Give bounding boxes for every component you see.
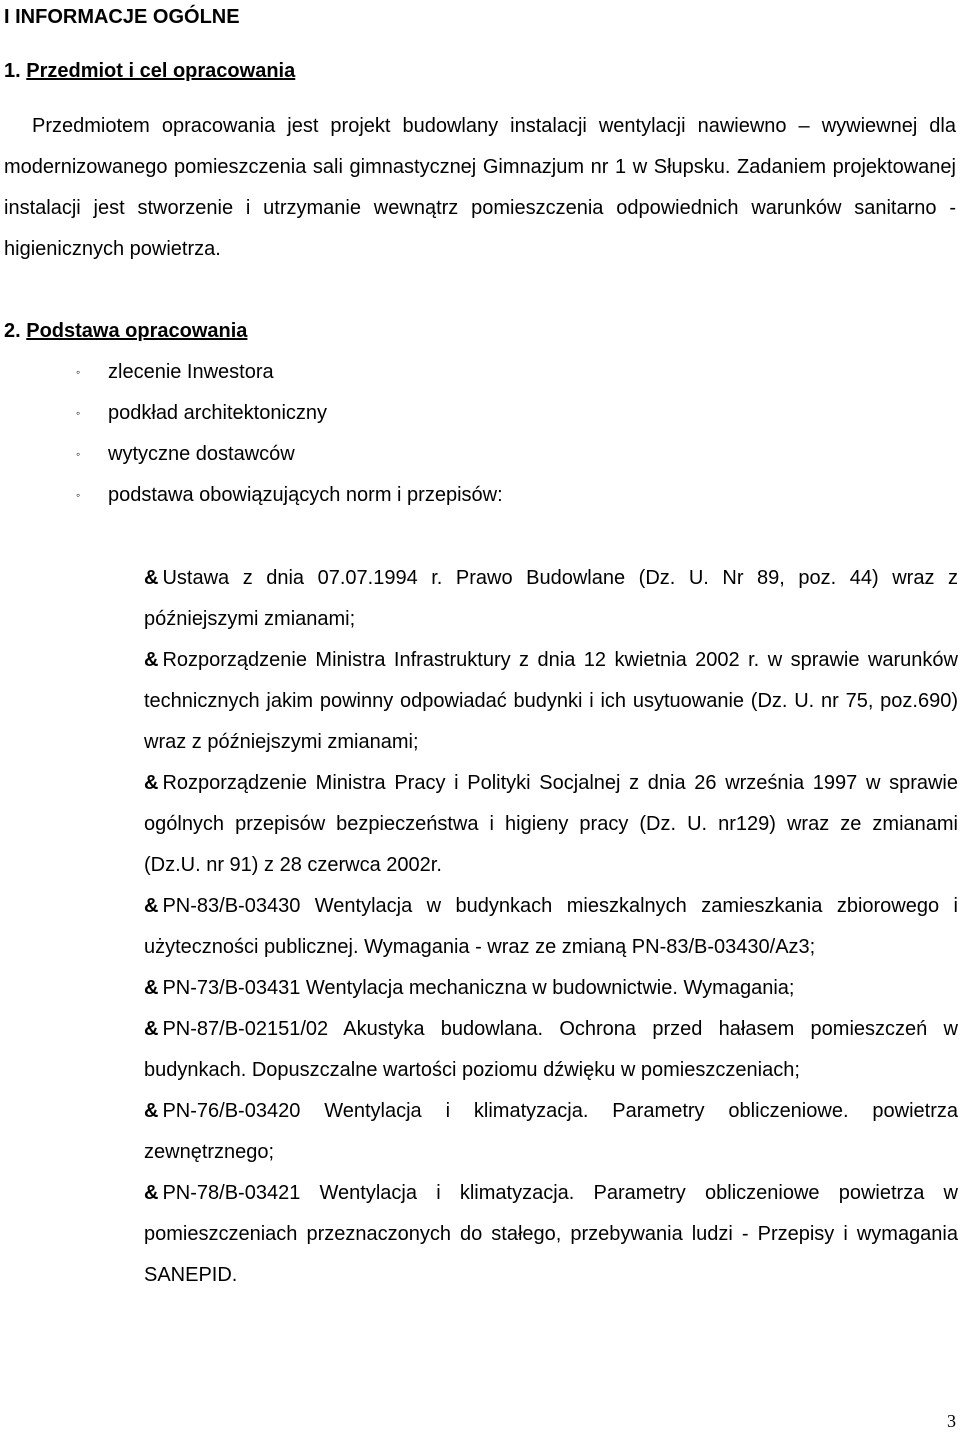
regulation-text: PN-83/B-03430 Wentylacja w budynkach mieszkalnych zamieszkania zbiorowego i użyteczności publicznej. Wymagania - wraz ze zmianą PN-83/B-03430/Az3;: [144, 895, 958, 958]
regulation-item: [144, 886, 958, 968]
section-2-number: 2.: [4, 320, 21, 342]
bullet-icon: ◦: [76, 488, 81, 502]
main-heading: I INFORMACJE OGÓLNE: [4, 6, 240, 28]
list-item: [0, 352, 700, 393]
list-item: [0, 434, 700, 475]
regulation-text: Rozporządzenie Ministra Infrastruktury z dnia 12 kwietnia 2002 r. w sprawie warunków technicznych jakim powinny odpowiadać budynki i ich usytuowanie (Dz. U. nr 75, poz.690) wraz z późniejszymi zmianami;: [144, 649, 958, 753]
section-2-title: Podstawa opracowania: [26, 320, 248, 342]
section-1-heading: [4, 58, 295, 84]
section-1-number: 1.: [4, 60, 21, 82]
ampersand-bullet-icon: &: [144, 772, 159, 794]
bullet-label: zlecenie Inwestora: [108, 361, 274, 383]
regulations-list: [144, 558, 958, 1296]
bullet-label: podkład architektoniczny: [108, 402, 328, 424]
ampersand-bullet-icon: &: [144, 1018, 159, 1040]
ampersand-bullet-icon: &: [144, 977, 159, 999]
regulation-item: [144, 1173, 958, 1296]
regulation-item: [144, 640, 958, 763]
regulation-item: [144, 1091, 958, 1173]
regulation-item: [144, 968, 958, 1009]
list-item: [0, 475, 700, 516]
ampersand-bullet-icon: &: [144, 567, 159, 589]
regulation-text: PN-76/B-03420 Wentylacja i klimatyzacja. Parametry obliczeniowe. powietrza zewnętrznego;: [144, 1100, 958, 1163]
bullet-icon: ◦: [76, 406, 81, 420]
regulation-text: PN-87/B-02151/02 Akustyka budowlana. Ochrona przed hałasem pomieszczeń w budynkach. Dopuszczalne wartości poziomu dźwięku w pomieszczeniach;: [144, 1018, 958, 1081]
regulation-item: [144, 763, 958, 886]
regulation-item: [144, 558, 958, 640]
regulation-text: Ustawa z dnia 07.07.1994 r. Prawo Budowlane (Dz. U. Nr 89, poz. 44) wraz z późniejszymi zmianami;: [144, 567, 958, 630]
ampersand-bullet-icon: &: [144, 895, 159, 917]
regulation-text: PN-73/B-03431 Wentylacja mechaniczna w budownictwie. Wymagania;: [162, 977, 795, 999]
ampersand-bullet-icon: &: [144, 649, 159, 671]
regulation-text: Rozporządzenie Ministra Pracy i Polityki Socjalnej z dnia 26 września 1997 w sprawie ogólnych przepisów bezpieczeństwa i higieny pracy (Dz. U. nr129) wraz ze zmianami (Dz.U. nr 91) z 28 czerwca 2002r.: [144, 772, 958, 876]
section-1-title: Przedmiot i cel opracowania: [26, 60, 296, 82]
bullet-icon: ◦: [76, 447, 81, 461]
bullet-icon: ◦: [76, 365, 81, 379]
section-2-heading: [4, 318, 247, 344]
page-number: 3: [947, 1411, 956, 1431]
bullet-label: podstawa obowiązujących norm i przepisów:: [108, 484, 503, 506]
regulation-text: PN-78/B-03421 Wentylacja i klimatyzacja. Parametry obliczeniowe powietrza w pomieszczeniach przeznaczonych do stałego, przebywania ludzi - Przepisy i wymagania SANEPID.: [144, 1182, 958, 1286]
ampersand-bullet-icon: &: [144, 1100, 159, 1122]
section-1-paragraph: Przedmiotem opracowania jest projekt budowlany instalacji wentylacji nawiewno – wywiewnej dla modernizowanego pomieszczenia sali gimnastycznej Gimnazjum nr 1 w Słupsku. Zadaniem projektowanej instalacji jest stworzenie i utrzymanie wewnątrz pomieszczenia odpowiednich warunków sanitarno - higienicznych powietrza.: [4, 115, 956, 260]
bullet-label: wytyczne dostawców: [108, 443, 295, 465]
regulation-item: [144, 1009, 958, 1091]
list-item: [0, 393, 700, 434]
ampersand-bullet-icon: &: [144, 1182, 159, 1204]
